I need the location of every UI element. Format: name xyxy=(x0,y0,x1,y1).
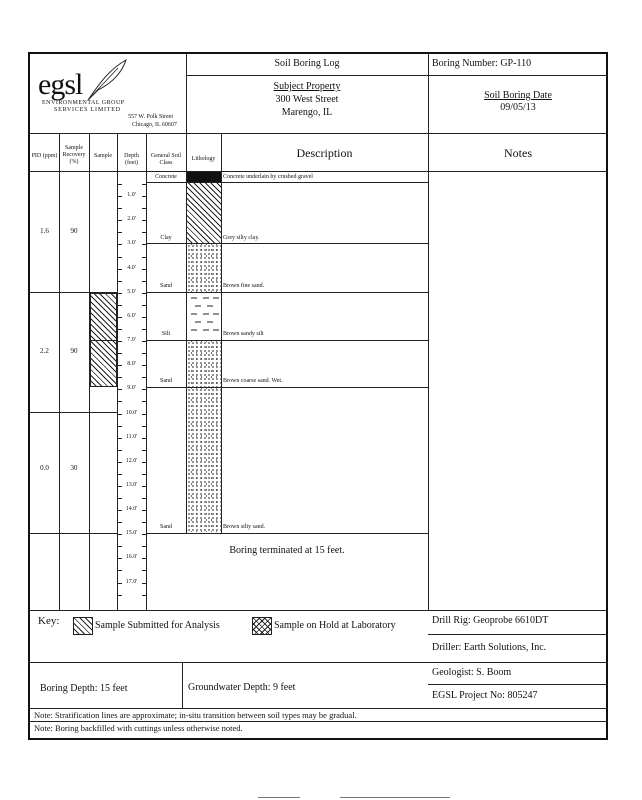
key-label: Key: xyxy=(38,615,60,627)
desc-clay: Grey silty clay. xyxy=(223,235,260,241)
depth-tick-label: 2.0' xyxy=(127,216,136,222)
address-line2: Marengo, IL xyxy=(281,107,333,118)
depth-tick-left xyxy=(118,329,122,330)
depth-tick-left xyxy=(118,281,122,282)
depth-tick-label: 8.0' xyxy=(127,361,136,367)
depth-tick-right xyxy=(142,353,146,354)
lithology-concrete xyxy=(187,172,221,182)
page-mark-1 xyxy=(258,797,300,798)
desc-sand-3: Brown silty sand. xyxy=(223,524,266,530)
layer-line-sand3 xyxy=(146,533,428,534)
info-line-2 xyxy=(30,662,607,663)
logo-sub1: ENVIRONMENTAL GROUP xyxy=(42,100,125,106)
depth-tick-label: 15.0' xyxy=(125,530,138,536)
depth-divider xyxy=(182,662,183,708)
groundwater-depth: Groundwater Depth: 9 feet xyxy=(188,682,296,693)
note-line-2 xyxy=(30,721,607,722)
depth-tick-label: 13.0' xyxy=(125,482,138,488)
depth-tick-right xyxy=(142,329,146,330)
col-pid: PID (ppm) xyxy=(31,153,58,159)
depth-tick-left xyxy=(118,595,122,596)
depth-tick-right xyxy=(142,257,146,258)
vline-litho xyxy=(221,133,222,533)
soil-clay: Clay xyxy=(160,235,172,241)
depth-tick-right xyxy=(142,401,146,402)
depth-tick-right xyxy=(142,595,146,596)
depth-tick-right xyxy=(142,305,146,306)
depth-tick-right xyxy=(142,426,146,427)
soil-sand-2: Sand xyxy=(160,378,172,384)
key-hold-text: Sample on Hold at Laboratory xyxy=(274,620,396,631)
date-value: 09/05/13 xyxy=(500,102,536,113)
company-street: 557 W. Polk Street xyxy=(128,114,174,120)
vline-sample xyxy=(117,133,118,610)
depth-tick-right xyxy=(142,570,146,571)
depth-tick-left xyxy=(118,401,122,402)
depth-tick-right xyxy=(142,522,146,523)
depth-tick-left xyxy=(118,305,122,306)
note-2: Note: Boring backfilled with cuttings unless otherwise noted. xyxy=(34,723,243,733)
depth-tick-left xyxy=(118,450,122,451)
depth-tick-label: 14.0' xyxy=(125,506,138,512)
key-submitted-swatch xyxy=(73,617,93,635)
key-submitted-text: Sample Submitted for Analysis xyxy=(95,620,220,631)
pid-2: 2.2 xyxy=(40,347,49,355)
sample-line-2 xyxy=(30,412,117,413)
depth-tick-left xyxy=(118,426,122,427)
depth-tick-left xyxy=(118,184,122,185)
vline-pid xyxy=(59,133,60,610)
depth-tick-label: 5.0' xyxy=(127,289,136,295)
depth-tick-left xyxy=(118,257,122,258)
depth-tick-right xyxy=(142,450,146,451)
info-line-3 xyxy=(428,684,607,685)
depth-tick-label: 9.0' xyxy=(127,385,136,391)
depth-tick-label: 17.0' xyxy=(125,579,138,585)
depth-tick-left xyxy=(118,522,122,523)
sample-box-divider xyxy=(90,340,117,341)
project-number: EGSL Project No: 805247 xyxy=(432,690,538,701)
depth-tick-left xyxy=(118,498,122,499)
depth-tick-left xyxy=(118,377,122,378)
notes-vline xyxy=(428,53,429,611)
boring-depth: Boring Depth: 15 feet xyxy=(40,683,128,694)
depth-tick-right xyxy=(142,498,146,499)
subject-label: Subject Property xyxy=(273,81,341,92)
header-divider xyxy=(186,75,607,76)
depth-tick-right xyxy=(142,208,146,209)
lithology-sand-silty xyxy=(187,388,221,532)
pid-1: 1.6 xyxy=(40,227,49,235)
lithology-sand-fine xyxy=(187,244,221,292)
note-1: Note: Stratification lines are approximate; in-situ transition between soil types may be gradual. xyxy=(34,710,357,720)
soil-sand-3: Sand xyxy=(160,524,172,530)
desc-concrete: Concrete underlain by crushed gravel xyxy=(223,174,313,180)
soil-sand-1: Sand xyxy=(160,283,172,289)
boring-number: Boring Number: GP-110 xyxy=(432,58,532,69)
depth-tick-label: 4.0' xyxy=(127,265,136,271)
col-description: Description xyxy=(296,146,353,160)
depth-tick-right xyxy=(142,281,146,282)
depth-tick-label: 10.0' xyxy=(125,410,138,416)
logo-text: egsl xyxy=(38,68,83,101)
depth-tick-label: 11.0' xyxy=(125,434,138,440)
depth-tick-left xyxy=(118,474,122,475)
depth-tick-right xyxy=(142,474,146,475)
drill-rig: Drill Rig: Geoprobe 6610DT xyxy=(432,615,549,626)
log-title: Soil Boring Log xyxy=(274,58,340,69)
note-line-1 xyxy=(30,708,607,709)
lithology-silt xyxy=(187,293,221,340)
depth-tick-left xyxy=(118,208,122,209)
termination-text: Boring terminated at 15 feet. xyxy=(229,545,345,556)
vline-depth xyxy=(146,133,147,610)
depth-tick-left xyxy=(118,232,122,233)
col-notes: Notes xyxy=(504,146,532,160)
lithology-sand-coarse xyxy=(187,341,221,387)
date-label: Soil Boring Date xyxy=(484,90,552,101)
desc-sand-2: Brown coarse sand. Wet. xyxy=(223,378,283,384)
geologist: Geologist: S. Boom xyxy=(432,667,512,678)
col-lithology: Lithology xyxy=(191,156,216,162)
logo-sub2: SERVICES LIMITED xyxy=(54,107,121,113)
col-recovery: Sample Recovery (%) xyxy=(62,145,86,165)
recovery-2: 90 xyxy=(70,347,78,355)
page-mark-2 xyxy=(340,797,450,798)
depth-tick-left xyxy=(118,570,122,571)
desc-sand-1: Brown fine sand. xyxy=(223,283,265,289)
recovery-1: 90 xyxy=(70,227,78,235)
key-top-line xyxy=(30,610,607,611)
col-sample: Sample xyxy=(94,153,112,159)
key-hold-swatch xyxy=(252,617,272,635)
driller: Driller: Earth Solutions, Inc. xyxy=(432,642,547,653)
col-depth: Depth (feet) xyxy=(124,153,139,166)
col-soil-class: General Soil Class xyxy=(150,153,182,166)
depth-tick-label: 7.0' xyxy=(127,337,136,343)
depth-tick-label: 12.0' xyxy=(125,458,138,464)
depth-tick-label: 6.0' xyxy=(127,313,136,319)
soil-concrete: Concrete xyxy=(155,174,177,180)
depth-tick-label: 1.0' xyxy=(127,192,136,198)
depth-tick-left xyxy=(118,546,122,547)
depth-tick-label: 16.0' xyxy=(125,554,138,560)
lithology-clay xyxy=(187,183,221,243)
feather-icon xyxy=(84,58,130,102)
sample-line-3 xyxy=(30,533,117,534)
depth-tick-right xyxy=(142,232,146,233)
info-line-1 xyxy=(428,634,607,635)
desc-silt: Brown sandy silt xyxy=(223,331,264,337)
depth-tick-label: 3.0' xyxy=(127,240,136,246)
address-line1: 300 West Street xyxy=(275,94,339,105)
company-city: Chicago, IL 60607 xyxy=(132,122,177,128)
soil-silt: Silt xyxy=(161,331,171,337)
recovery-3: 30 xyxy=(70,464,78,472)
pid-3: 0.0 xyxy=(40,464,49,472)
depth-tick-left xyxy=(118,353,122,354)
depth-tick-right xyxy=(142,184,146,185)
